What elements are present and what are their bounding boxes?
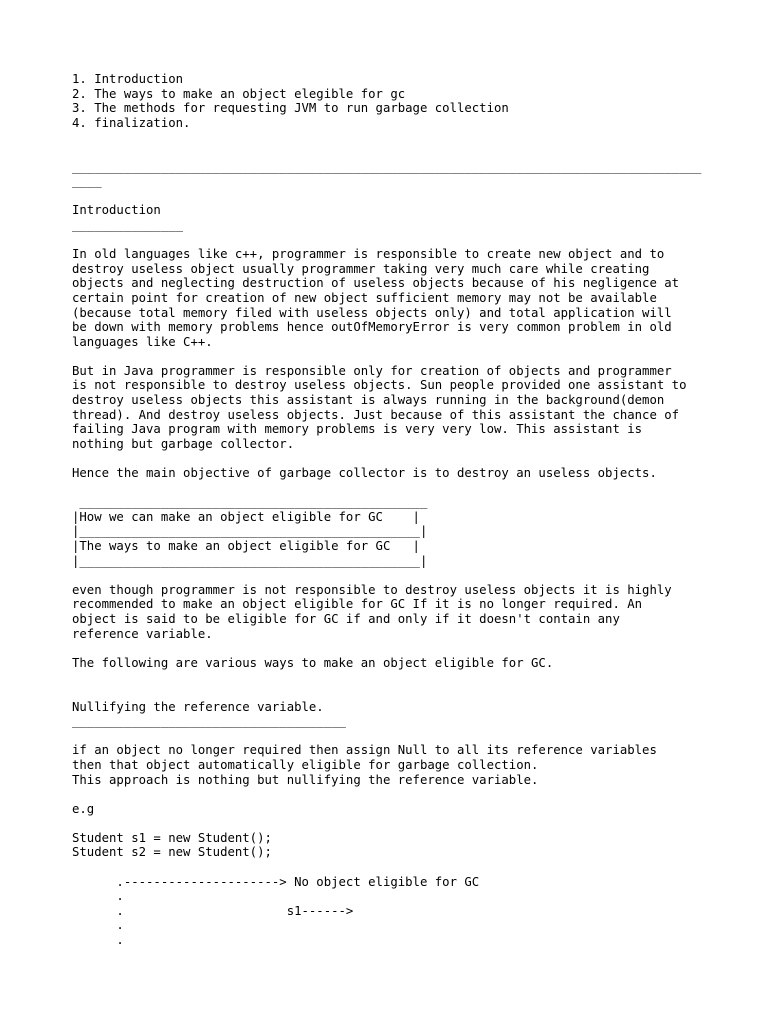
paragraph-line: destroy useless objects this assistant is always running in the background(demon — [72, 393, 665, 408]
paragraph-line: reference variable. — [72, 626, 213, 641]
paragraph-line: certain point for creation of new object sufficient memory may not be available — [72, 290, 657, 305]
section-heading-nullifying: Nullifying the reference variable. — [72, 699, 324, 714]
ascii-diagram-line: . — [72, 918, 124, 933]
paragraph-line: then that object automatically eligible for garbage collection. — [72, 757, 539, 772]
toc-line-2: 2. The ways to make an object elegible for gc — [72, 86, 406, 101]
blank-line — [72, 349, 712, 364]
ascii-diagram-line: . — [72, 889, 124, 904]
blank-line — [72, 685, 712, 700]
blank-line — [72, 816, 712, 831]
section-heading-underline: _______________ — [72, 217, 184, 232]
blank-line — [72, 641, 712, 656]
section-heading-introduction: Introduction — [72, 203, 161, 218]
paragraph-line: if an object no longer required then assign Null to all its reference variables — [72, 743, 657, 758]
paragraph-line: But in Java programmer is responsible only for creation of objects and programmer — [72, 363, 672, 378]
blank-line — [72, 130, 712, 145]
paragraph-line: This approach is nothing but nullifying the reference variable. — [72, 772, 539, 787]
document-page — [72, 72, 712, 948]
ascii-box-row: |The ways to make an object eligible for GC | — [72, 539, 420, 553]
blank-line — [72, 233, 712, 248]
paragraph-line: nothing but garbage collector. — [72, 436, 295, 451]
paragraph-line: thread). And destroy useless objects. Just because of this assistant the chance of — [72, 407, 680, 422]
blank-line — [72, 670, 712, 685]
blank-line — [72, 568, 712, 583]
blank-line — [72, 145, 712, 160]
ascii-box-bottom: |______________________________________________| — [72, 553, 428, 568]
separator-rule: _____________________________________________________________________________________ — [72, 159, 702, 174]
paragraph-line: objects and neglecting destruction of useless objects because of his negligence at — [72, 276, 680, 291]
ascii-diagram-line: . — [72, 933, 124, 948]
toc-line-3: 3. The methods for requesting JVM to run garbage collection — [72, 101, 509, 116]
ascii-box-top: _______________________________________________ — [72, 495, 428, 510]
blank-line — [72, 729, 712, 744]
paragraph-line: languages like C++. — [72, 334, 213, 349]
paragraph-line: failing Java program with memory problems is very very low. This assistant is — [72, 422, 643, 437]
paragraph-line: recommended to make an object eligible for GC If it is no longer required. An — [72, 597, 643, 612]
section-heading-underline: _____________________________________ — [72, 714, 346, 729]
paragraph-line: In old languages like c++, programmer is responsible to create new object and to — [72, 247, 665, 262]
blank-line — [72, 481, 712, 496]
paragraph-line: even though programmer is not responsible to destroy useless objects it is highly — [72, 582, 672, 597]
toc-line-4: 4. finalization. — [72, 115, 191, 130]
ascii-diagram-line: . s1------> — [72, 903, 354, 918]
code-line: Student s1 = new Student(); — [72, 830, 272, 845]
paragraph-line: be down with memory problems hence outOfMemoryError is very common problem in old — [72, 320, 672, 335]
paragraph-line: destroy useless object usually programmer taking very much care while creating — [72, 261, 650, 276]
ascii-diagram-line: .---------------------> No object eligible for GC — [72, 874, 480, 889]
code-line: Student s2 = new Student(); — [72, 845, 272, 860]
separator-rule-tail: ____ — [72, 174, 102, 189]
example-label: e.g — [72, 801, 95, 816]
paragraph-line: The following are various ways to make an object eligible for GC. — [72, 655, 554, 670]
toc-line-1: 1. Introduction — [72, 72, 184, 86]
blank-line — [72, 787, 712, 802]
blank-line — [72, 860, 712, 875]
paragraph-line: is not responsible to destroy useless objects. Sun people provided one assistant to — [72, 378, 687, 393]
paragraph-line: Hence the main objective of garbage collector is to destroy an useless objects. — [72, 466, 657, 481]
blank-line — [72, 451, 712, 466]
ascii-box-divider: |______________________________________________| — [72, 524, 428, 539]
ascii-box-row: |How we can make an object eligible for GC | — [72, 509, 420, 524]
paragraph-line: object is said to be eligible for GC if and only if it doesn't contain any — [72, 611, 620, 626]
paragraph-line: (because total memory filed with useless objects only) and total application will — [72, 305, 672, 320]
blank-line — [72, 189, 712, 204]
